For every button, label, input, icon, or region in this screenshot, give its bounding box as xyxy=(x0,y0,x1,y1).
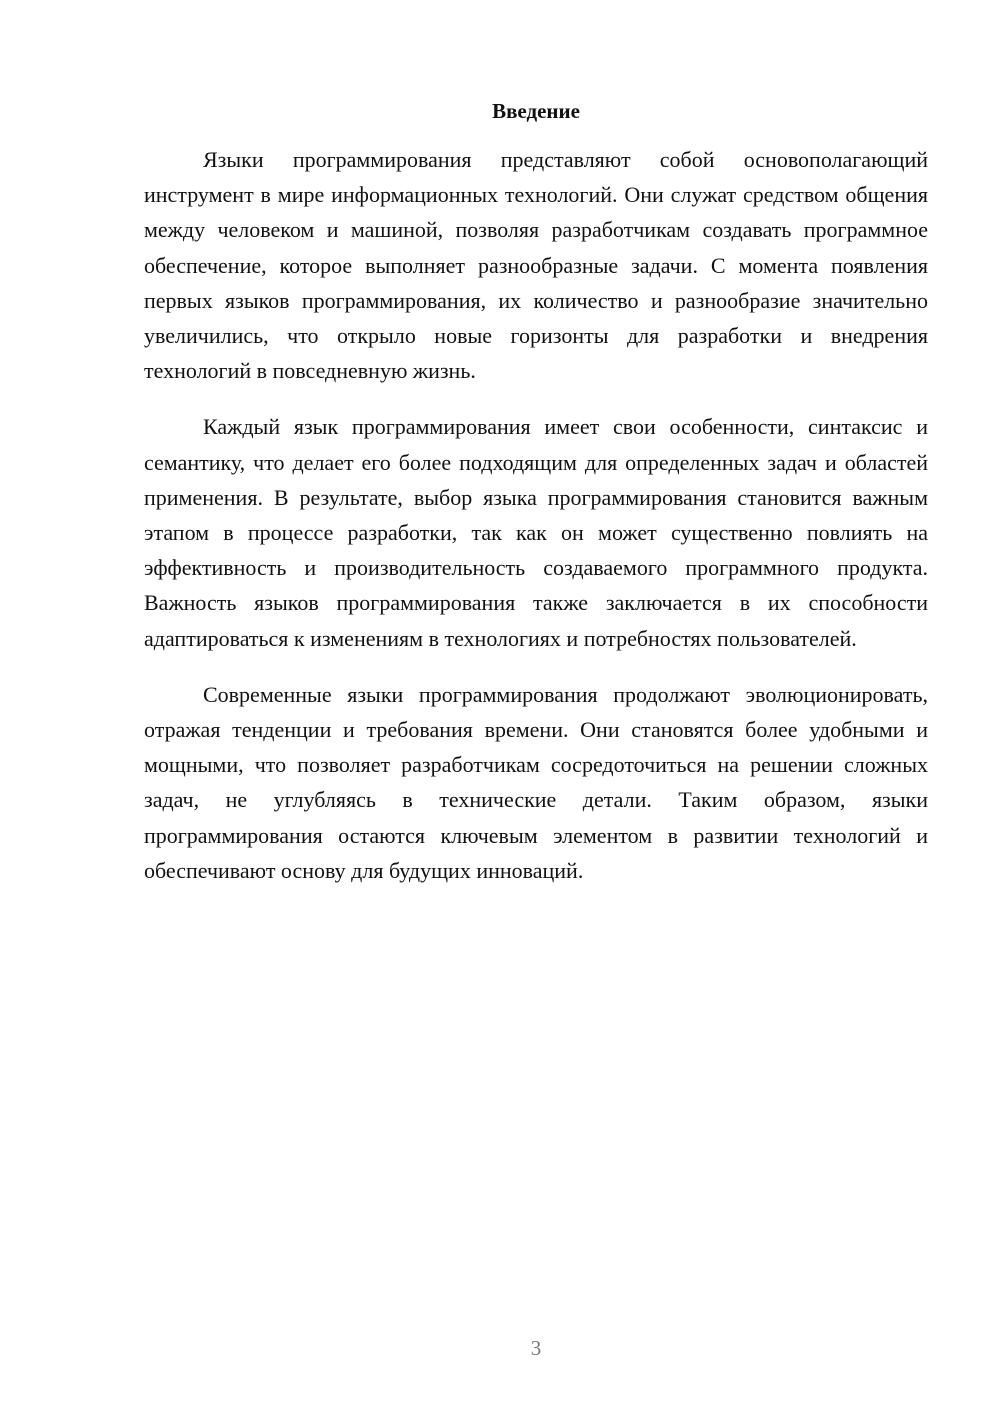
page-title: Введение xyxy=(492,99,580,123)
document-body xyxy=(144,142,928,909)
paragraph-2: Каждый язык программирования имеет свои особенности, синтаксис и семантику, что делает его более подходящим для определенных задач и областей применения. В результате, выбор языка программирования становится важным этапом в процессе разработки, так как он может существенно повлиять на эффективность и производительность создаваемого программного продукта. Важность языков программирования также заключается в их способности адаптироваться к изменениям в технологиях и потребностях пользователей. xyxy=(144,414,928,651)
page-number: 3 xyxy=(530,1336,542,1360)
paragraph-3: Современные языки программирования продолжают эволюционировать, отражая тенденции и требования времени. Они становятся более удобными и мощными, что позволяет разработчикам сосредоточиться на решении сложных задач, не углубляясь в технические детали. Таким образом, языки программирования остаются ключевым элементом в развитии технологий и обеспечивают основу для будущих инноваций. xyxy=(144,681,928,883)
paragraph-1: Языки программирования представляют собой основополагающий инструмент в мире информационных технологий. Они служат средством общения между человеком и машиной, позволяя разработчикам создавать программное обеспечение, которое выполняет разнообразные задачи. С момента появления первых языков программирования, их количество и разнообразие значительно увеличились, что открыло новые горизонты для разработки и внедрения технологий в повседневную жизнь. xyxy=(144,147,928,384)
